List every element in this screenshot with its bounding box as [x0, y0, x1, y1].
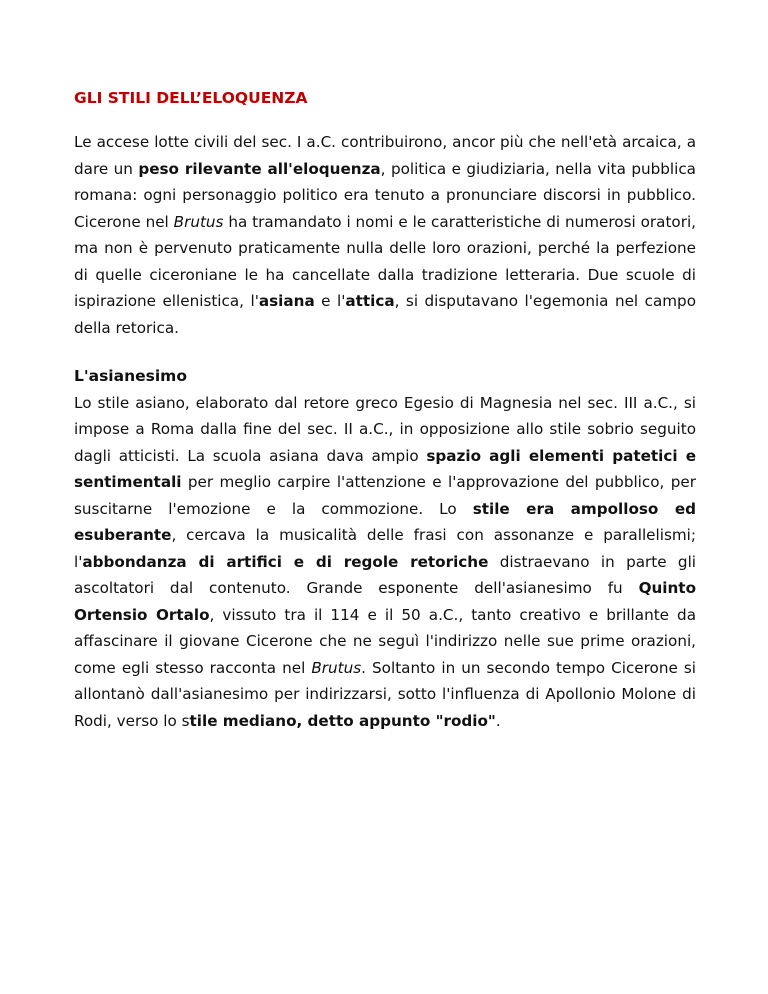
section-text-6: . Soltanto in un secondo tempo Cicerone si allontanò dall'asianesimo per indirizzarsi, sotto l'influenza di Apollonio Molone di Rodi, verso lo s [74, 658, 696, 730]
intro-text-4: e l' [314, 292, 346, 310]
intro-paragraph [74, 129, 696, 341]
section-text-2: per meglio carpire l'attenzione e l'approvazione del pubblico, per suscitarne l'emozione e la commozione. Lo [74, 473, 696, 518]
section-text-5: , vissuto tra il 114 e il 50 a.C., tanto creativo e brillante da affascinare il giovane Cicerone che ne seguì l'indirizzo nelle sue prime orazioni, come egli stesso racconta nel [74, 605, 696, 677]
section-text-1: Lo stile asiano, elaborato dal retore greco Egesio di Magnesia nel sec. III a.C., si impose a Roma dalla fine del sec. II a.C., in opposizione allo stile sobrio seguito dagli atticisti. La scuola asiana dava ampio [74, 393, 696, 465]
intro-text-3: ha tramandato i nomi e le caratteristiche di numerosi oratori, ma non è pervenuto praticamente nulla delle loro orazioni, perché la perfezione di quelle ciceroniane le ha cancellate dalla tradizione letteraria. Due scuole di ispirazione ellenistica, l' [74, 212, 696, 310]
document-title: GLI STILI DELL’ELOQUENZA [74, 89, 308, 107]
section-text-7: . [495, 711, 501, 730]
section-bold-ortensio: Quinto Ortensio Ortalo [74, 579, 696, 624]
paragraph-gap [74, 341, 696, 363]
section-bold-spazio: spazio agli elementi patetici e sentimentali [74, 446, 697, 491]
section-bold-rodio: tile mediano, detto appunto "rodio" [189, 711, 496, 730]
section-text-4: distraevano in parte gli ascoltatori dal contenuto. Grande esponente dell'asianesimo fu [74, 552, 697, 597]
section-bold-abbondanza: abbondanza di artifici e di regole retoriche [82, 552, 489, 571]
section-heading: L'asianesimo [74, 367, 187, 385]
section-text-3: , cercava la musicalità delle frasi con assonanze e parallelismi; l' [74, 526, 696, 571]
intro-text-2: , politica e giudiziaria, nella vita pubblica romana: ogni personaggio politico era tenuto a pronunciare discorsi in pubblico. Cicerone nel [74, 159, 696, 231]
section-paragraph [74, 390, 696, 735]
section-italic-brutus: Brutus [311, 658, 362, 677]
document-page [74, 85, 696, 734]
intro-bold-attica: attica [345, 292, 395, 310]
intro-text-1: Le accese lotte civili del sec. I a.C. contribuirono, ancor più che nell'età arcaica, a dare un [74, 133, 696, 178]
intro-text-5: , si disputavano l'egemonia nel campo della retorica. [74, 292, 696, 337]
intro-bold-eloquenza: peso rilevante all'eloquenza [138, 159, 381, 178]
section-bold-stile: stile era ampolloso ed esuberante [74, 499, 696, 544]
intro-italic-brutus: Brutus [173, 212, 224, 231]
intro-bold-asiana: asiana [258, 292, 315, 310]
